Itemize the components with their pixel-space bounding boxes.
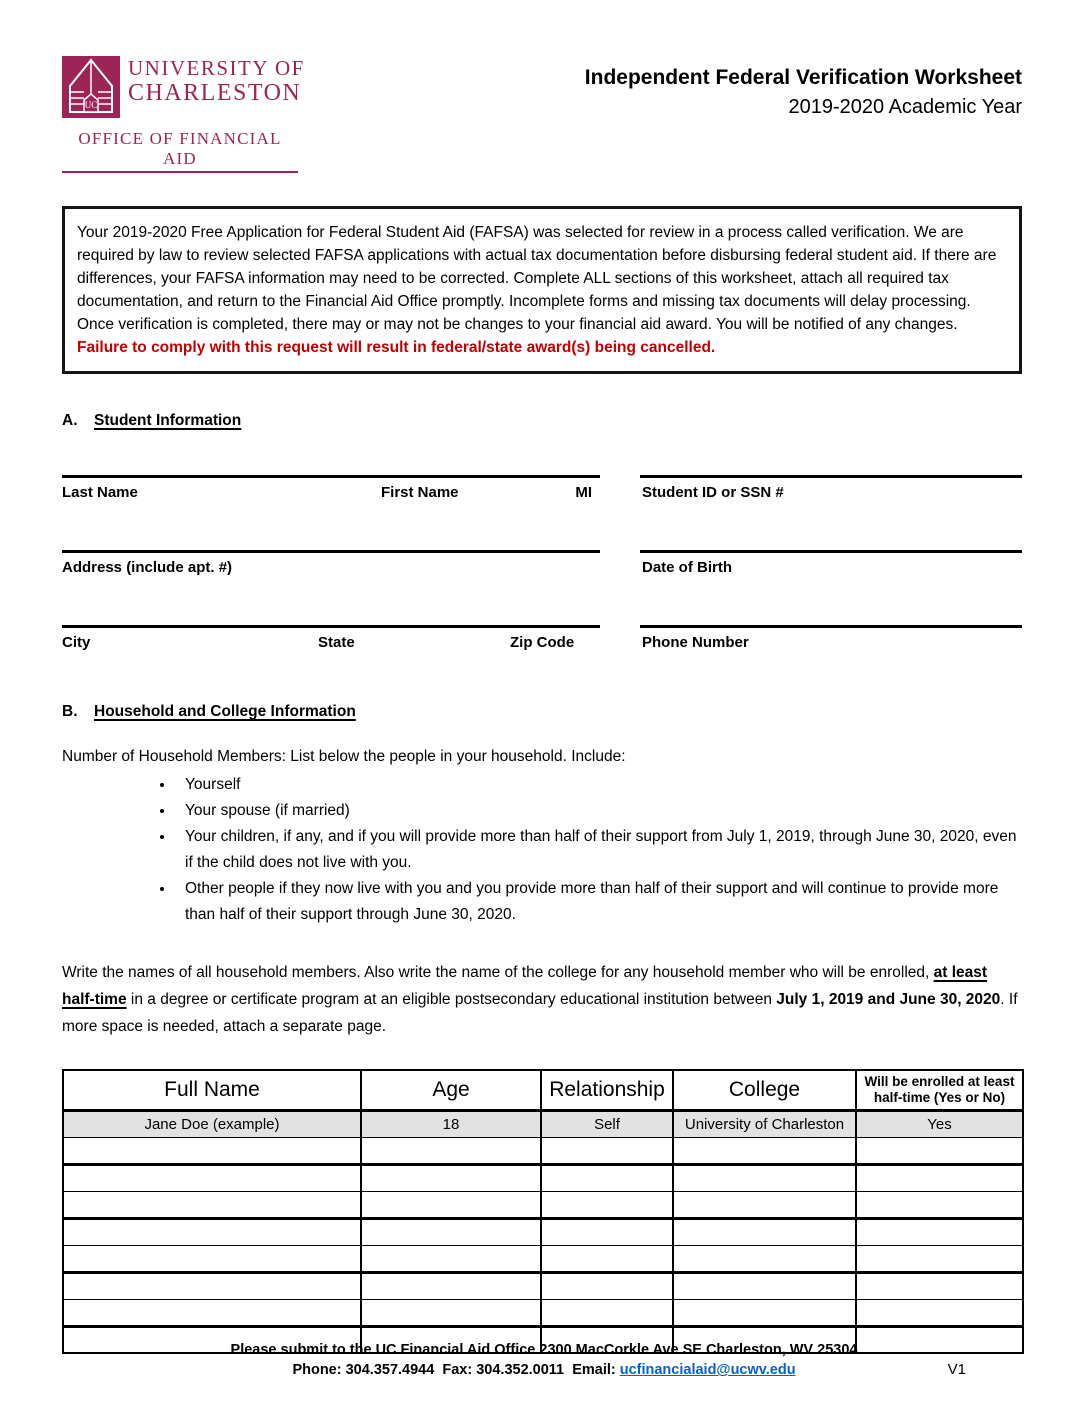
col-header-full-name: Full Name xyxy=(63,1070,361,1110)
footer-email-label: Email: xyxy=(572,1362,616,1378)
phone-input-line[interactable] xyxy=(640,625,1022,667)
household-empty-cell[interactable] xyxy=(673,1218,856,1245)
household-empty-cell[interactable] xyxy=(673,1164,856,1191)
footer-email-link[interactable]: ucfinancialaid@ucwv.edu xyxy=(619,1362,796,1378)
col-header-relationship: Relationship xyxy=(541,1070,673,1110)
household-empty-cell[interactable] xyxy=(673,1272,856,1299)
household-empty-cell[interactable] xyxy=(673,1191,856,1218)
household-empty-cell[interactable] xyxy=(856,1191,1023,1218)
notice-body-text: Your 2019-2020 Free Application for Federal Student Aid (FAFSA) was selected for review in a process called verification. We are required by law to review selected FAFSA applications with actual tax documentation before disbursing federal student aid. If there are differences, your FAFSA information may need to be corrected. Complete ALL sections of this worksheet, attach all required tax documentation, and return to the Financial Aid Office promptly. Incomplete forms and missing tax documents will delay processing. Once verification is completed, there may or may not be changes to your financial aid award. You will be notified of any changes. xyxy=(77,224,997,333)
household-empty-cell[interactable] xyxy=(63,1299,361,1326)
uc-logo xyxy=(62,56,332,173)
household-empty-row xyxy=(63,1299,1023,1326)
address-label: Address (include apt. #) xyxy=(62,559,233,576)
name-input-line[interactable] xyxy=(62,475,600,517)
example-age: 18 xyxy=(361,1110,541,1137)
household-empty-row xyxy=(63,1164,1023,1191)
page-header xyxy=(62,56,1022,173)
household-empty-cell[interactable] xyxy=(673,1299,856,1326)
section-a-heading xyxy=(62,412,1022,430)
page-subtitle: 2019-2020 Academic Year xyxy=(788,96,1022,118)
household-empty-cell[interactable] xyxy=(673,1245,856,1272)
mi-label: MI xyxy=(575,484,592,501)
household-empty-cell[interactable] xyxy=(541,1218,673,1245)
household-members-intro: Number of Household Members: List below the people in your household. Include: xyxy=(62,748,626,765)
household-empty-row xyxy=(63,1137,1023,1164)
last-name-label: Last Name xyxy=(62,484,138,501)
footer-phone: Phone: 304.357.4944 xyxy=(292,1362,435,1378)
household-empty-cell[interactable] xyxy=(541,1272,673,1299)
city-state-zip-row xyxy=(62,625,1022,667)
write-par-dates: July 1, 2019 and June 30, 2020 xyxy=(776,991,1001,1008)
household-empty-cell[interactable] xyxy=(361,1164,541,1191)
version-label: V1 xyxy=(947,1361,966,1378)
household-bullet-list xyxy=(175,772,1022,928)
bullet-yourself: • Yourself xyxy=(175,772,1022,798)
col-header-college: College xyxy=(673,1070,856,1110)
logo-charleston: CHARLESTON xyxy=(128,80,302,106)
document-titles xyxy=(585,56,1022,119)
city-label: City xyxy=(62,634,91,651)
address-input-line[interactable] xyxy=(62,550,600,592)
logo-university-of: UNIVERSITY OF xyxy=(128,56,305,80)
household-empty-cell[interactable] xyxy=(541,1245,673,1272)
phone-label: Phone Number xyxy=(642,634,749,651)
household-empty-cell[interactable] xyxy=(361,1218,541,1245)
household-empty-cell[interactable] xyxy=(856,1245,1023,1272)
bullet-spouse: • Your spouse (if married) xyxy=(175,798,1022,824)
section-b-heading xyxy=(62,703,1022,721)
household-empty-cell[interactable] xyxy=(673,1137,856,1164)
uc-logo-icon xyxy=(62,56,120,123)
col-header-halftime: Will be enrolled at least half-time (Yes or No) xyxy=(856,1070,1023,1110)
household-empty-cell[interactable] xyxy=(63,1245,361,1272)
col-header-age: Age xyxy=(361,1070,541,1110)
household-empty-cell[interactable] xyxy=(541,1164,673,1191)
household-table xyxy=(62,1069,1024,1354)
student-name-row xyxy=(62,475,1022,517)
household-empty-cell[interactable] xyxy=(361,1191,541,1218)
household-empty-cell[interactable] xyxy=(361,1245,541,1272)
city-state-zip-input-line[interactable] xyxy=(62,625,600,667)
example-name: Jane Doe (example) xyxy=(63,1110,361,1137)
household-table-body xyxy=(63,1110,1023,1353)
household-empty-cell[interactable] xyxy=(361,1299,541,1326)
household-empty-row xyxy=(63,1272,1023,1299)
footer-fax: Fax: 304.352.0011 xyxy=(442,1362,565,1378)
section-b-letter: B. xyxy=(62,703,78,720)
household-empty-cell[interactable] xyxy=(541,1191,673,1218)
footer-submit-line: Please submit to the UC Financial Aid Office 2300 MacCorkle Ave SE Charleston, WV 25304 xyxy=(230,1342,858,1358)
bullet-other-people: • Other people if they now live with you and you provide more than half of their support and will continue to provide more than half of their support through June 30, 2020. xyxy=(175,876,1022,928)
verification-notice-box xyxy=(62,206,1022,374)
household-empty-cell[interactable] xyxy=(63,1218,361,1245)
household-empty-cell[interactable] xyxy=(541,1299,673,1326)
first-name-label: First Name xyxy=(381,484,459,501)
example-halftime: Yes xyxy=(856,1110,1023,1137)
student-id-input-line[interactable] xyxy=(640,475,1022,517)
household-empty-cell[interactable] xyxy=(856,1272,1023,1299)
zip-label: Zip Code xyxy=(510,634,575,651)
section-a-letter: A. xyxy=(62,412,78,429)
example-row xyxy=(63,1110,1023,1137)
household-table-header xyxy=(63,1070,1023,1110)
household-empty-row xyxy=(63,1218,1023,1245)
write-names-paragraph xyxy=(62,959,1022,1040)
household-empty-cell[interactable] xyxy=(63,1137,361,1164)
write-par-part5: . If more space is needed, attach a separate page. xyxy=(62,991,1018,1035)
household-empty-cell[interactable] xyxy=(361,1272,541,1299)
dob-input-line[interactable] xyxy=(640,550,1022,592)
dob-label: Date of Birth xyxy=(642,559,732,576)
household-empty-row xyxy=(63,1191,1023,1218)
footer-contact-line xyxy=(0,1360,1088,1380)
section-b-title: Household and College Information xyxy=(94,703,356,720)
section-a-title: Student Information xyxy=(94,412,242,429)
uc-logo-wordmark xyxy=(128,56,305,105)
page-footer xyxy=(0,1340,1088,1380)
household-empty-cell[interactable] xyxy=(856,1299,1023,1326)
household-empty-cell[interactable] xyxy=(856,1164,1023,1191)
household-empty-row xyxy=(63,1245,1023,1272)
example-college: University of Charleston xyxy=(673,1110,856,1137)
bullet-children: • Your children, if any, and if you will provide more than half of their support from July 1, 2019, through June 30, 2020, even if the child does not live with you. xyxy=(175,824,1022,876)
household-empty-cell[interactable] xyxy=(63,1272,361,1299)
uc-monogram: UC xyxy=(84,100,98,110)
write-par-part1: Write the names of all household members. Also write the name of the college for any household member who will be enrolled, xyxy=(62,964,934,981)
page-title: Independent Federal Verification Worksheet xyxy=(584,66,1022,89)
write-par-part3: in a degree or certificate program at an eligible postsecondary educational institution between xyxy=(126,991,777,1008)
example-relationship: Self xyxy=(541,1110,673,1137)
household-empty-cell[interactable] xyxy=(361,1137,541,1164)
household-empty-cell[interactable] xyxy=(856,1218,1023,1245)
notice-warning-text: Failure to comply with this request will result in federal/state award(s) being cancelled. xyxy=(77,339,716,356)
address-row xyxy=(62,550,1022,592)
state-label: State xyxy=(318,634,355,651)
logo-office-of-financial-aid: OFFICE OF FINANCIAL AID xyxy=(62,126,298,173)
household-empty-cell[interactable] xyxy=(63,1191,361,1218)
household-empty-cell[interactable] xyxy=(63,1164,361,1191)
household-empty-cell[interactable] xyxy=(541,1137,673,1164)
household-empty-cell[interactable] xyxy=(856,1137,1023,1164)
write-par-halftime: at least half-time xyxy=(62,964,988,1008)
student-id-label: Student ID or SSN # xyxy=(642,484,784,501)
